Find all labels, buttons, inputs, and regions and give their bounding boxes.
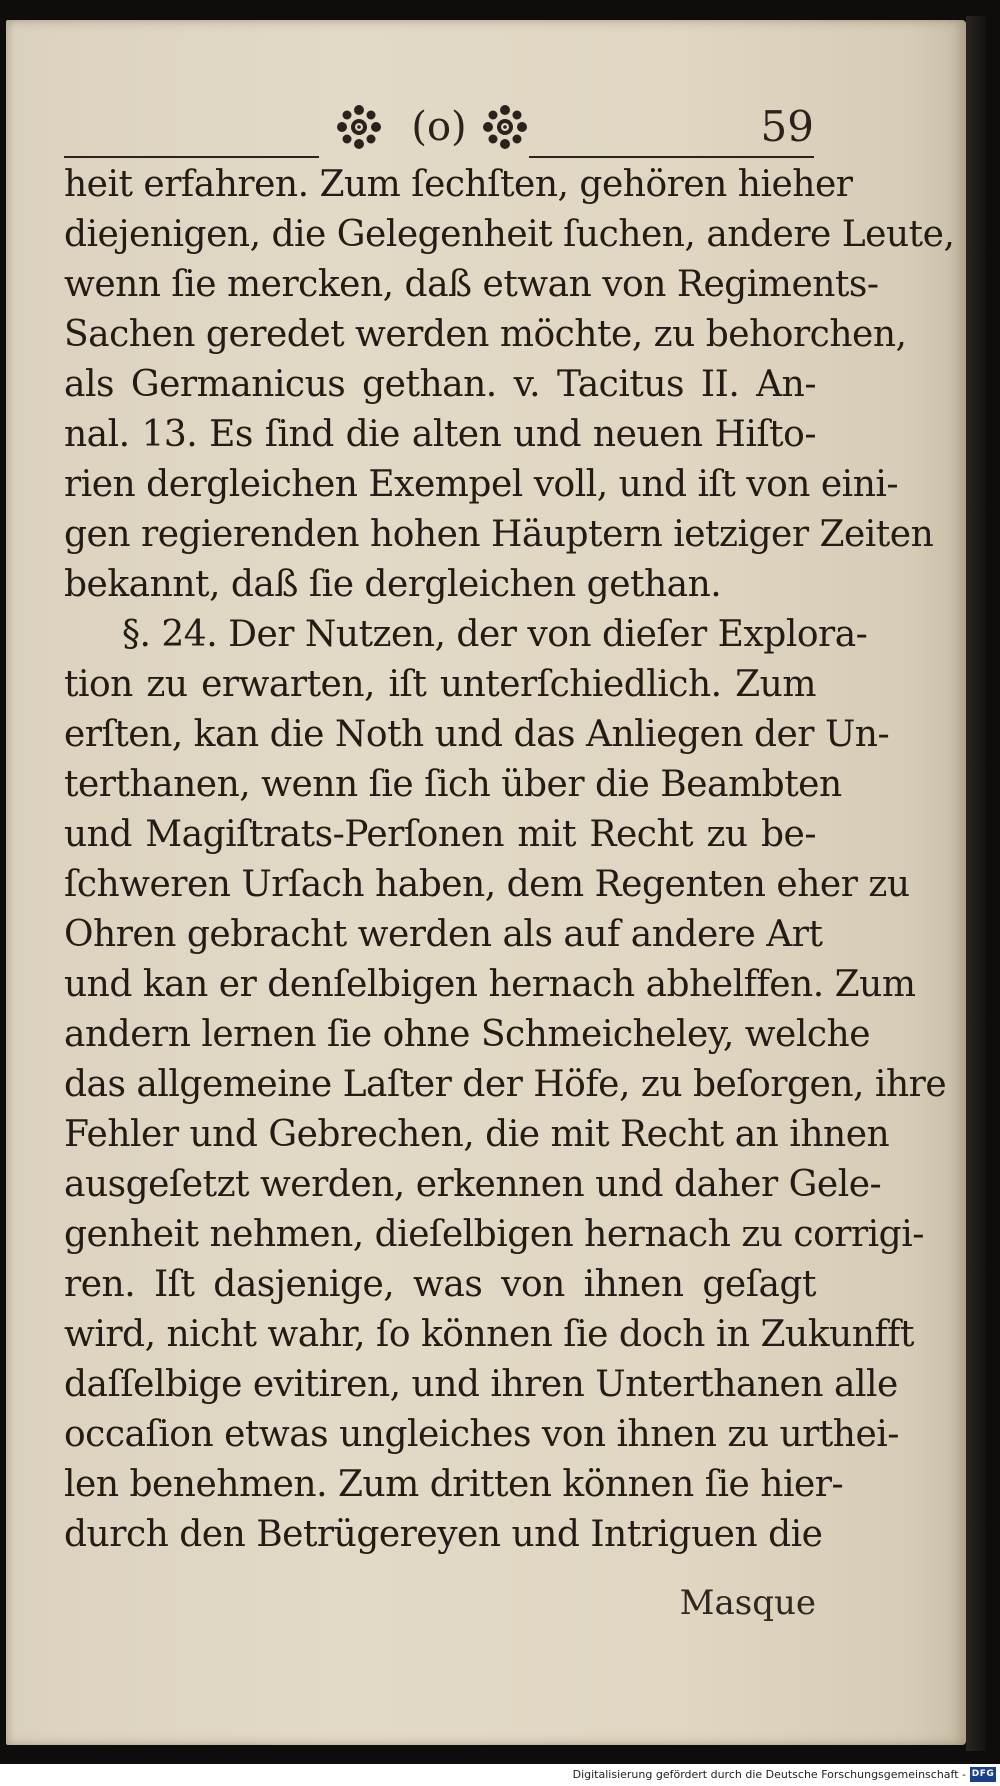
- text-line: daſſelbige evitiren, und ihren Unterthanen alle: [64, 1364, 898, 1405]
- text-line: als Germanicus gethan. v. Tacitus II. An-: [64, 364, 816, 405]
- text-line: gen regierenden hohen Häuptern ietziger Zeiten: [64, 514, 934, 555]
- text-line: wenn ſie mercken, daß etwan von Regiments-: [64, 264, 879, 305]
- paragraph-start-line: §. 24. Der Nutzen, der von dieſer Explora-: [122, 614, 868, 655]
- flower-ornament-icon: [482, 104, 528, 150]
- body-text: [64, 160, 955, 1623]
- text-line: rien dergleichen Exempel voll, und iſt von eini-: [64, 464, 899, 505]
- text-line: diejenigen, die Gelegenheit ſuchen, andere Leute,: [64, 214, 955, 255]
- text-line: und Magiſtrats-Perſonen mit Recht zu be-: [64, 814, 816, 855]
- text-line: ſchweren Urſach haben, dem Regenten eher zu: [64, 864, 910, 905]
- catchword: Masque: [679, 1583, 816, 1623]
- text-line: und kan er denſelbigen hernach abhelffen. Zum: [64, 964, 916, 1005]
- text-line: bekannt, daß ſie dergleichen gethan.: [64, 564, 722, 605]
- header-rule-right: [529, 156, 814, 158]
- text-line: tion zu erwarten, iſt unterſchiedlich. Zum: [64, 664, 816, 705]
- text-line: terthanen, wenn ſie ſich über die Beambten: [64, 764, 842, 805]
- text-line: nal. 13. Es ſind die alten und neuen Hiſto-: [64, 414, 816, 455]
- text-line: andern lernen ſie ohne Schmeicheley, welche: [64, 1014, 871, 1055]
- text-line: Ohren gebracht werden als auf andere Art: [64, 914, 823, 955]
- header-rule-left: [64, 156, 319, 158]
- text-line: erſten, kan die Noth und das Anliegen der Un-: [64, 714, 890, 755]
- dfg-logo-icon: DFG: [970, 1767, 996, 1782]
- text-line: heit erfahren. Zum ſechſten, gehören hieher: [64, 164, 853, 205]
- text-line: Sachen geredet werden möchte, zu behorchen,: [64, 314, 907, 355]
- page-number: 59: [760, 102, 814, 151]
- page-header: [64, 96, 814, 166]
- header-marker: (o): [411, 104, 467, 150]
- text-line: genheit nehmen, dieſelbigen hernach zu corrigi-: [64, 1214, 924, 1255]
- text-line: Fehler und Gebrechen, die mit Recht an ihnen: [64, 1114, 890, 1155]
- flower-ornament-icon: [336, 104, 382, 150]
- digitization-credit: Digitalisierung gefördert durch die Deutsche Forschungsgemeinschaft -: [572, 1768, 966, 1781]
- text-line: occaſion etwas ungleiches von ihnen zu urthei-: [64, 1414, 899, 1455]
- text-line: ren. Iſt dasjenige, was von ihnen geſagt: [64, 1264, 816, 1305]
- page-edge-shadow: [966, 16, 986, 1751]
- text-line: len benehmen. Zum dritten können ſie hier-: [64, 1464, 844, 1505]
- text-line: ausgeſetzt werden, erkennen und daher Gele-: [64, 1164, 882, 1205]
- text-line: das allgemeine Laſter der Höfe, zu beſorgen, ihre: [64, 1064, 947, 1105]
- text-line: durch den Betrügereyen und Intriguen die: [64, 1514, 823, 1555]
- text-line: wird, nicht wahr, ſo können ſie doch in Zukunfft: [64, 1314, 915, 1355]
